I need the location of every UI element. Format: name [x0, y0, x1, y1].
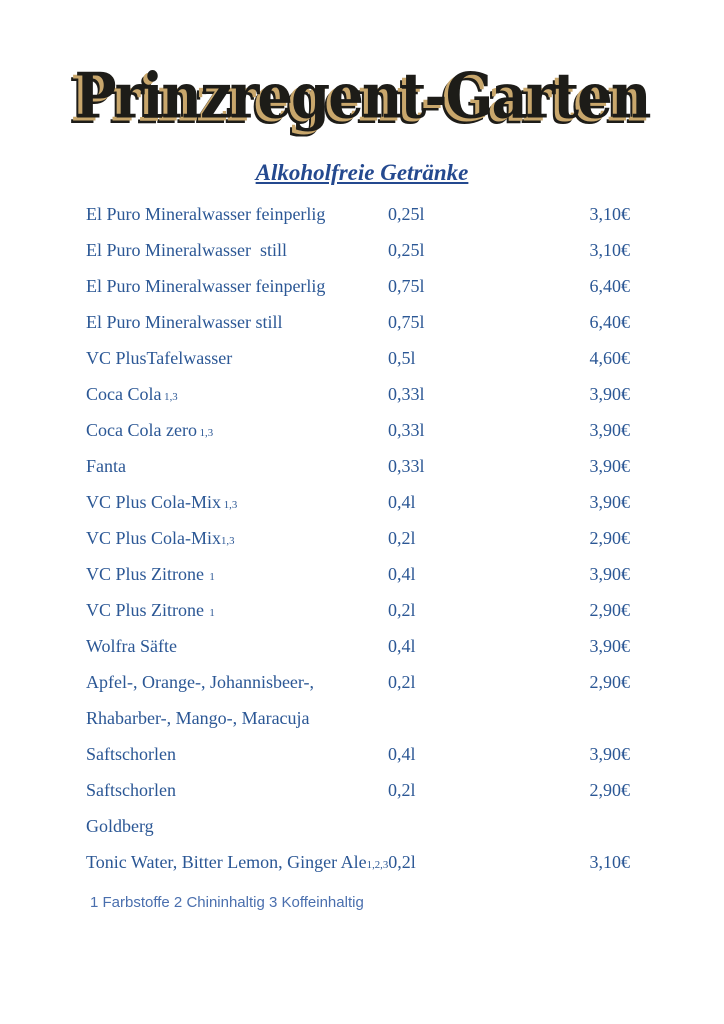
menu-item-row	[86, 664, 630, 700]
section-title: Alkoholfreie Getränke	[255, 160, 469, 185]
item-footnote-ref: 1,3	[221, 534, 235, 547]
menu-item-row	[86, 412, 630, 448]
item-name: El Puro Mineralwasser feinperlig	[86, 275, 326, 296]
menu-item-row	[86, 268, 630, 304]
item-price: 2,90€	[589, 779, 630, 800]
menu-item-row	[86, 232, 630, 268]
item-price: 3,90€	[589, 743, 630, 764]
item-size: 0,75l	[388, 311, 425, 332]
item-price: 6,40€	[589, 275, 630, 296]
item-name: Fanta	[86, 455, 126, 476]
item-name: VC Plus Zitrone 1	[86, 599, 215, 620]
menu-list	[86, 196, 630, 880]
item-size: 0,5l	[388, 347, 416, 368]
item-price: 3,90€	[589, 383, 630, 404]
item-price: 3,90€	[589, 455, 630, 476]
item-name: Goldberg	[86, 815, 154, 836]
item-name: Saftschorlen	[86, 743, 176, 764]
item-size: 0,2l	[388, 599, 416, 620]
menu-item-row	[86, 484, 630, 520]
menu-item-row	[86, 556, 630, 592]
menu-item-row	[86, 592, 630, 628]
menu-item-row	[86, 808, 630, 844]
menu-item-row	[86, 304, 630, 340]
item-price: 3,10€	[589, 851, 630, 872]
menu-item-row	[86, 736, 630, 772]
item-name: Wolfra Säfte	[86, 635, 178, 656]
item-footnote-ref: 1	[204, 570, 215, 583]
item-size: 0,2l	[388, 851, 416, 872]
menu-item-row	[86, 772, 630, 808]
item-price: 2,90€	[589, 671, 630, 692]
menu-item-row	[86, 700, 630, 736]
item-size: 0,33l	[388, 455, 425, 476]
item-name: Coca Cola 1,3	[86, 383, 178, 404]
item-name: VC Plus Cola-Mix 1,3	[86, 491, 238, 512]
menu-item-row	[86, 340, 630, 376]
item-price: 2,90€	[589, 599, 630, 620]
item-price: 3,10€	[589, 239, 630, 260]
item-size: 0,25l	[388, 239, 425, 260]
footnotes-legend: 1 Farbstoffe 2 Chininhaltig 3 Koffeinhaltig	[90, 894, 364, 911]
item-name: Saftschorlen	[86, 779, 176, 800]
item-name: Rhabarber-, Mango-, Maracuja	[86, 707, 310, 728]
item-name: VC Plus Zitrone 1	[86, 563, 215, 584]
item-size: 0,33l	[388, 419, 425, 440]
item-size: 0,2l	[388, 671, 416, 692]
item-size: 0,2l	[388, 527, 416, 548]
menu-item-row	[86, 376, 630, 412]
menu-item-row	[86, 628, 630, 664]
item-price: 2,90€	[589, 527, 630, 548]
item-price: 3,90€	[589, 419, 630, 440]
item-price: 3,10€	[589, 203, 630, 224]
logo-text: Prinzregent-Garten	[74, 59, 650, 133]
item-size: 0,4l	[388, 635, 416, 656]
item-price: 3,90€	[589, 635, 630, 656]
menu-item-row	[86, 844, 630, 880]
item-name: VC Plus Cola-Mix1,3	[86, 527, 235, 548]
item-name: Tonic Water, Bitter Lemon, Ginger Ale1,2,3	[86, 851, 389, 872]
item-price: 3,90€	[589, 563, 630, 584]
item-name: El Puro Mineralwasser still	[86, 239, 287, 260]
item-footnote-ref: 1,3	[221, 498, 238, 511]
item-name: Apfel-, Orange-, Johannisbeer-,	[86, 671, 315, 692]
item-size: 0,4l	[388, 743, 416, 764]
item-name: El Puro Mineralwasser still	[86, 311, 283, 332]
item-name: VC PlusTafelwasser	[86, 347, 233, 368]
item-footnote-ref: 1	[204, 606, 215, 619]
item-name: Coca Cola zero 1,3	[86, 419, 214, 440]
restaurant-logo	[0, 46, 724, 150]
item-size: 0,2l	[388, 779, 416, 800]
item-name: El Puro Mineralwasser feinperlig	[86, 203, 326, 224]
item-size: 0,4l	[388, 491, 416, 512]
item-footnote-ref: 1,3	[161, 390, 178, 403]
item-size: 0,33l	[388, 383, 425, 404]
item-price: 6,40€	[589, 311, 630, 332]
menu-item-row	[86, 448, 630, 484]
item-size: 0,75l	[388, 275, 425, 296]
menu-item-row	[86, 196, 630, 232]
item-price: 4,60€	[589, 347, 630, 368]
item-footnote-ref: 1,2,3	[366, 858, 389, 871]
item-size: 0,4l	[388, 563, 416, 584]
menu-item-row	[86, 520, 630, 556]
item-price: 3,90€	[589, 491, 630, 512]
item-footnote-ref: 1,3	[196, 426, 214, 439]
item-size: 0,25l	[388, 203, 425, 224]
